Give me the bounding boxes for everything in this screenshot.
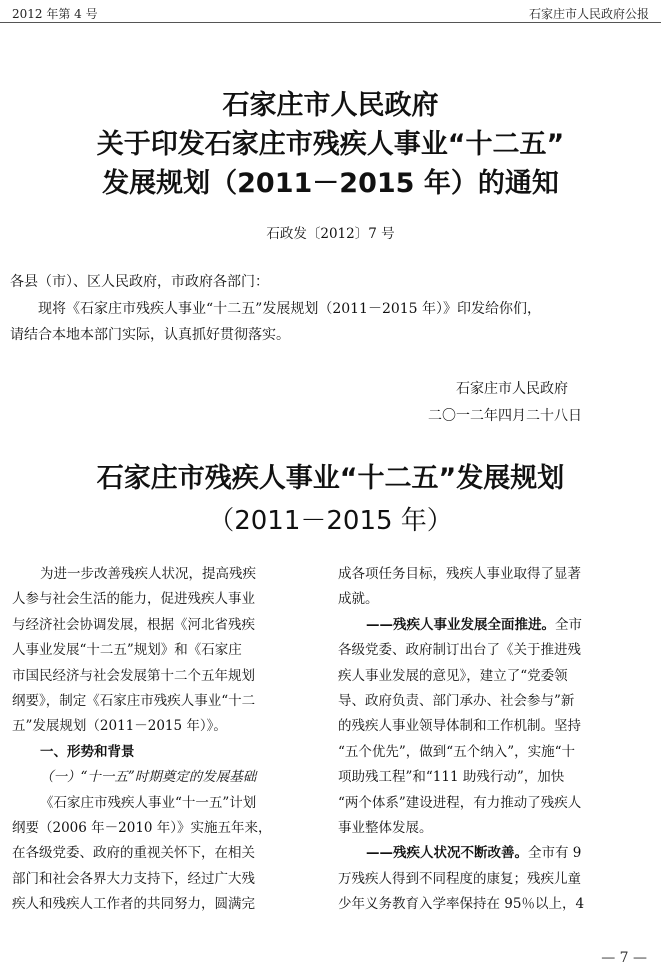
paragraph-line: 与经济社会协调发展，根据《河北省残疾: [12, 616, 255, 633]
paragraph-line: “两个体系”建设进程，有力推动了残疾人: [338, 794, 582, 811]
paragraph-line: 五”发展规划（2011－2015 年）》。: [12, 718, 227, 735]
paragraph-line: 市国民经济与社会发展第十二个五年规划: [12, 667, 255, 684]
paragraph-line: 事业整体发展。: [338, 819, 433, 836]
left-column: [12, 562, 324, 917]
issue-label: 2012 年第 4 号: [12, 7, 98, 21]
section-heading: 一、形势和背景: [40, 743, 135, 760]
paragraph-line: “五个优先”，做到“五个纳入”，实施“十: [338, 743, 576, 760]
paragraph-line: 部门和社会各界大力支持下，经过广大残: [12, 870, 255, 887]
paragraph-line: 项助残工程”和“111 助残行动”，加快: [338, 769, 565, 786]
notice-body-line-2: 请结合本地本部门实际，认真抓好贯彻落实。: [10, 327, 290, 343]
notice-title-line-1: 石家庄市人民政府: [222, 90, 439, 121]
paragraph-line: 为进一步改善残疾人状况，提高残疾: [40, 566, 256, 582]
notice-title-line-2: 关于印发石家庄市残疾人事业“十二五”: [96, 129, 565, 160]
paragraph-line: 各级党委、政府制订出台了《关于推进残: [338, 642, 581, 659]
subsection-heading: （一）“十一五”时期奠定的发展基础: [40, 769, 257, 786]
lead-in-tail: 全市: [555, 616, 582, 633]
highlight-line: [338, 613, 650, 638]
paragraph-line: 疾人和残疾人工作者的共同努力，圆满完: [12, 896, 255, 913]
notice-title-line-3: 发展规划（2011－2015 年）的通知: [102, 168, 559, 199]
paragraph-line: 《石家庄市残疾人事业“十一五”计划: [40, 794, 257, 811]
highlight-line: [338, 841, 650, 866]
paragraph-line: 人参与社会生活的能力，促进残疾人事业: [12, 591, 255, 608]
bold-lead-in: ——残疾人状况不断改善。: [366, 845, 528, 862]
lead-in-tail: 全市有 9: [528, 845, 582, 862]
paragraph-line: 万残疾人得到不同程度的康复；残疾儿童: [338, 870, 581, 887]
plan-title: 石家庄市残疾人事业“十二五”发展规划: [96, 463, 565, 494]
publication-name: 石家庄市人民政府公报: [528, 7, 649, 21]
paragraph-line: 在各级党委、政府的重视关怀下，在相关: [12, 845, 255, 862]
paragraph-line: 的残疾人事业领导体制和工作机制。坚持: [338, 718, 581, 735]
paragraph-line: 疾人事业发展的意见》，建立了“党委领: [338, 667, 568, 684]
right-column: [338, 562, 650, 917]
plan-subtitle: （2011－2015 年）: [208, 506, 453, 536]
paragraph-line: 纲要（2006 年－2010 年）》实施五年来，: [12, 819, 272, 836]
signature: 石家庄市人民政府: [456, 381, 568, 397]
bold-lead-in: ——残疾人事业发展全面推进。: [366, 616, 555, 633]
issue-date: 二〇一二年四月二十八日: [428, 408, 582, 424]
document-number: 石政发〔2012〕7 号: [266, 226, 395, 242]
paragraph-line: 人事业发展“十二五”规划》和《石家庄: [12, 642, 242, 659]
page-number: — 7 —: [601, 950, 647, 966]
salutation: 各县（市）、区人民政府，市政府各部门：: [10, 274, 269, 290]
paragraph-line: 纲要》，制定《石家庄市残疾人事业“十二: [12, 692, 256, 709]
paragraph-line: 少年义务教育入学率保持在 95％以上，4: [338, 896, 585, 913]
header-rule: [0, 22, 661, 23]
notice-body-line-1: 现将《石家庄市残疾人事业“十二五”发展规划（2011－2015 年）》印发给你们，: [38, 301, 542, 317]
paragraph-line: 导、政府负责、部门承办、社会参与”新: [338, 692, 575, 709]
paragraph-line: 成各项任务目标，残疾人事业取得了显著: [338, 566, 581, 582]
paragraph-line: 成就。: [338, 591, 379, 608]
